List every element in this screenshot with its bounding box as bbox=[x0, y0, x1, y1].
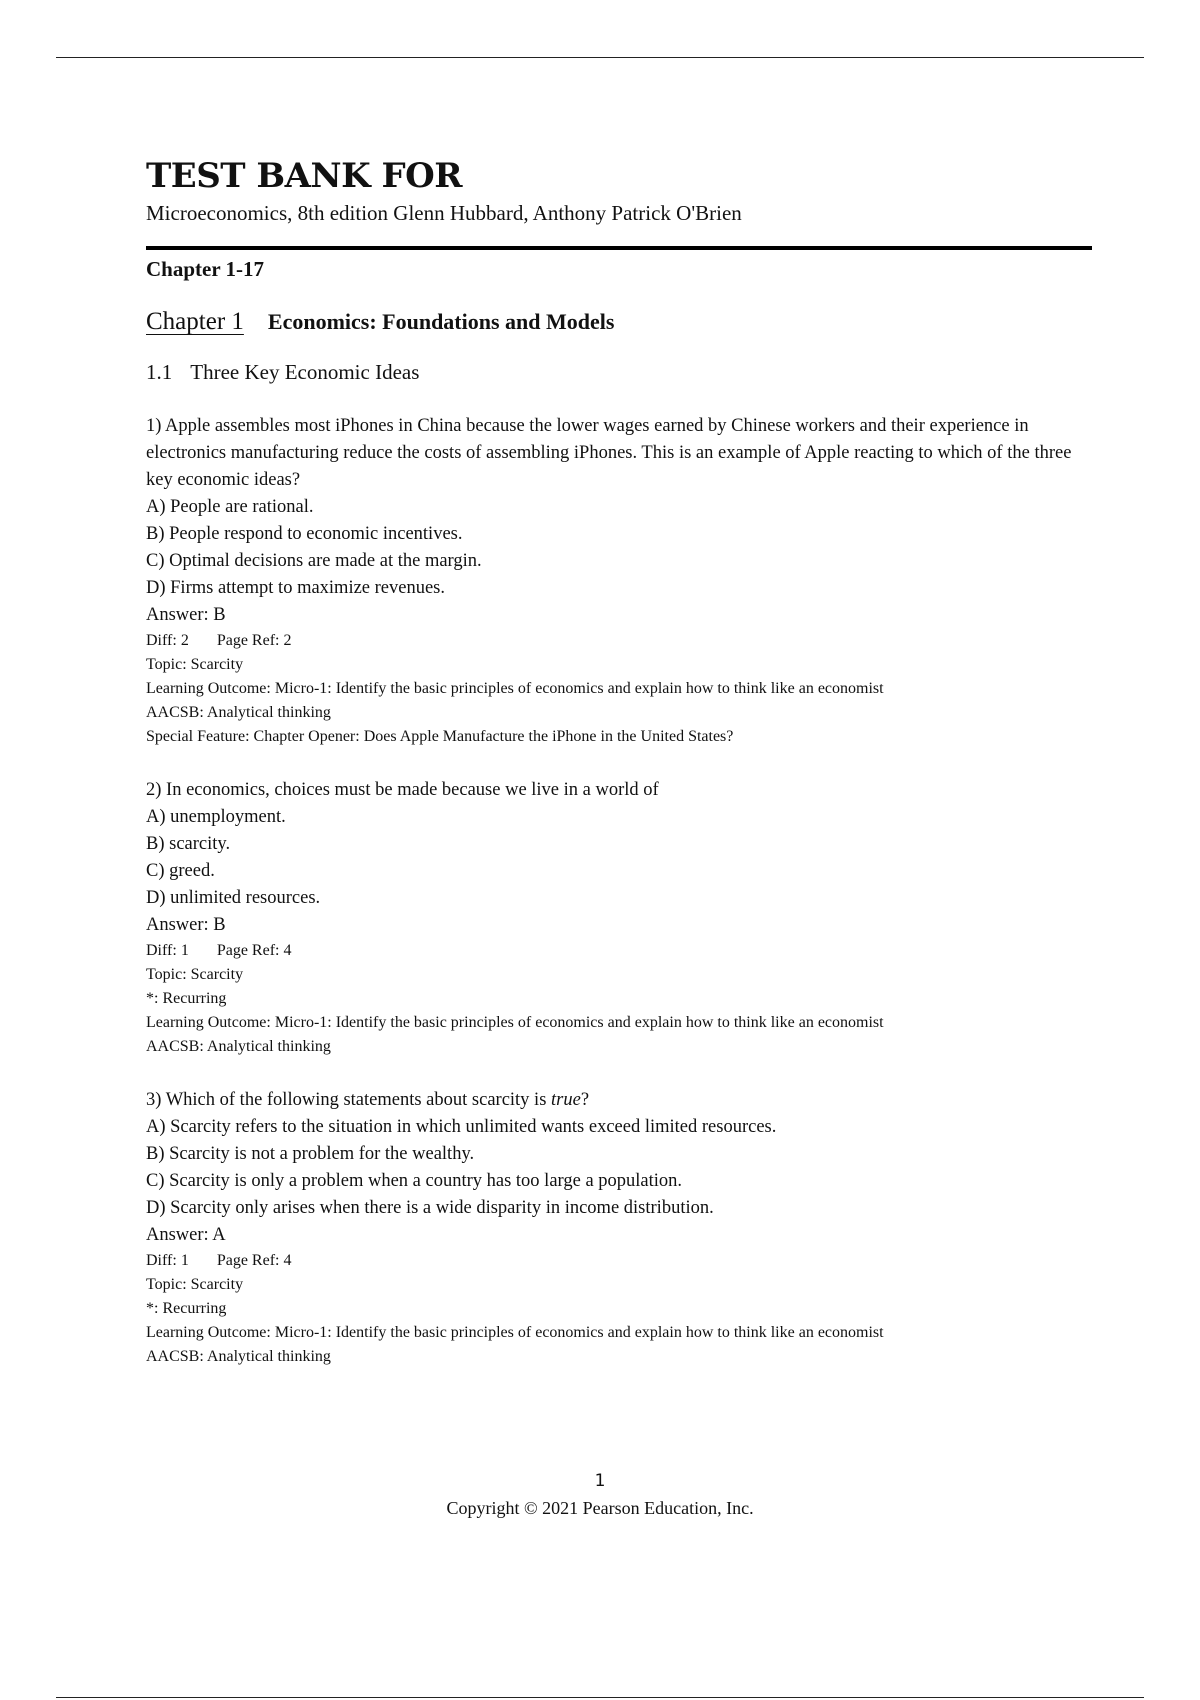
section-title: Three Key Economic Ideas bbox=[190, 360, 420, 384]
page-bottom-rule bbox=[56, 1697, 1144, 1698]
topic: Topic: Scarcity bbox=[146, 966, 244, 983]
answer-choice: A) People are rational. bbox=[146, 497, 314, 517]
topic: Topic: Scarcity bbox=[146, 1276, 244, 1293]
difficulty: Diff: 1 bbox=[146, 1252, 189, 1269]
learning-outcome: Learning Outcome: Micro-1: Identify the basic principles of economics and explain how to think like an economist bbox=[146, 1014, 884, 1031]
answer-choice: C) greed. bbox=[146, 861, 215, 881]
answer-choice: C) Scarcity is only a problem when a country has too large a population. bbox=[146, 1171, 683, 1191]
page-ref: Page Ref: 4 bbox=[216, 942, 292, 959]
difficulty-page-ref bbox=[146, 1249, 1092, 1273]
chapter-range: Chapter 1-17 bbox=[146, 257, 265, 281]
answer-choice: A) Scarcity refers to the situation in which unlimited wants exceed limited resources. bbox=[146, 1117, 777, 1137]
document-body bbox=[146, 156, 1092, 1369]
question-1 bbox=[146, 413, 1092, 749]
answer-choice: B) Scarcity is not a problem for the wealthy. bbox=[146, 1144, 475, 1164]
difficulty-page-ref bbox=[146, 939, 1092, 963]
question-text-start: 3) Which of the following statements about scarcity is bbox=[146, 1090, 552, 1110]
document-subtitle: Microeconomics, 8th edition Glenn Hubbard, Anthony Patrick O'Brien bbox=[146, 201, 742, 225]
answer-key: Answer: B bbox=[146, 605, 226, 625]
question-text-emphasis: true bbox=[551, 1090, 581, 1110]
answer-choice: B) People respond to economic incentives. bbox=[146, 524, 463, 544]
chapter-heading bbox=[146, 308, 1092, 336]
page-footer bbox=[0, 1470, 1200, 1521]
recurring: *: Recurring bbox=[146, 1300, 227, 1317]
chapter-label: Chapter 1 bbox=[146, 308, 244, 335]
aacsb: AACSB: Analytical thinking bbox=[146, 704, 331, 721]
title-divider bbox=[146, 246, 1092, 250]
page-number: 1 bbox=[594, 1471, 606, 1491]
question-text-end: ? bbox=[580, 1090, 590, 1110]
answer-choice: D) unlimited resources. bbox=[146, 888, 321, 908]
document-title: TEST BANK FOR bbox=[146, 156, 463, 196]
copyright: Copyright © 2021 Pearson Education, Inc. bbox=[446, 1498, 754, 1518]
answer-choice: B) scarcity. bbox=[146, 834, 231, 854]
answer-choice: D) Firms attempt to maximize revenues. bbox=[146, 578, 446, 598]
aacsb: AACSB: Analytical thinking bbox=[146, 1038, 331, 1055]
question-2 bbox=[146, 777, 1092, 1059]
answer-choice: A) unemployment. bbox=[146, 807, 286, 827]
learning-outcome: Learning Outcome: Micro-1: Identify the basic principles of economics and explain how to think like an economist bbox=[146, 1324, 884, 1341]
recurring: *: Recurring bbox=[146, 990, 227, 1007]
question-text: 2) In economics, choices must be made because we live in a world of bbox=[146, 780, 659, 800]
answer-key: Answer: B bbox=[146, 915, 226, 935]
answer-choice: D) Scarcity only arises when there is a wide disparity in income distribution. bbox=[146, 1198, 714, 1218]
aacsb: AACSB: Analytical thinking bbox=[146, 1348, 331, 1365]
topic: Topic: Scarcity bbox=[146, 656, 244, 673]
page-top-rule bbox=[56, 57, 1144, 58]
difficulty: Diff: 1 bbox=[146, 942, 189, 959]
page-ref: Page Ref: 2 bbox=[216, 632, 292, 649]
question-3 bbox=[146, 1087, 1092, 1369]
section-heading bbox=[146, 360, 1092, 385]
question-text bbox=[146, 1087, 1092, 1114]
difficulty-page-ref bbox=[146, 629, 1092, 653]
answer-choice: C) Optimal decisions are made at the margin. bbox=[146, 551, 482, 571]
learning-outcome: Learning Outcome: Micro-1: Identify the basic principles of economics and explain how to think like an economist bbox=[146, 680, 884, 697]
section-number: 1.1 bbox=[146, 360, 173, 384]
question-text: 1) Apple assembles most iPhones in China because the lower wages earned by Chinese workers and their experience in electronics manufacturing reduce the costs of assembling iPhones. This is an example of Apple reacting to which of the three key economic ideas? bbox=[146, 416, 1072, 490]
difficulty: Diff: 2 bbox=[146, 632, 189, 649]
page-ref: Page Ref: 4 bbox=[216, 1252, 292, 1269]
special-feature: Special Feature: Chapter Opener: Does Apple Manufacture the iPhone in the United States? bbox=[146, 728, 734, 745]
chapter-title: Economics: Foundations and Models bbox=[267, 309, 615, 334]
answer-key: Answer: A bbox=[146, 1225, 226, 1245]
